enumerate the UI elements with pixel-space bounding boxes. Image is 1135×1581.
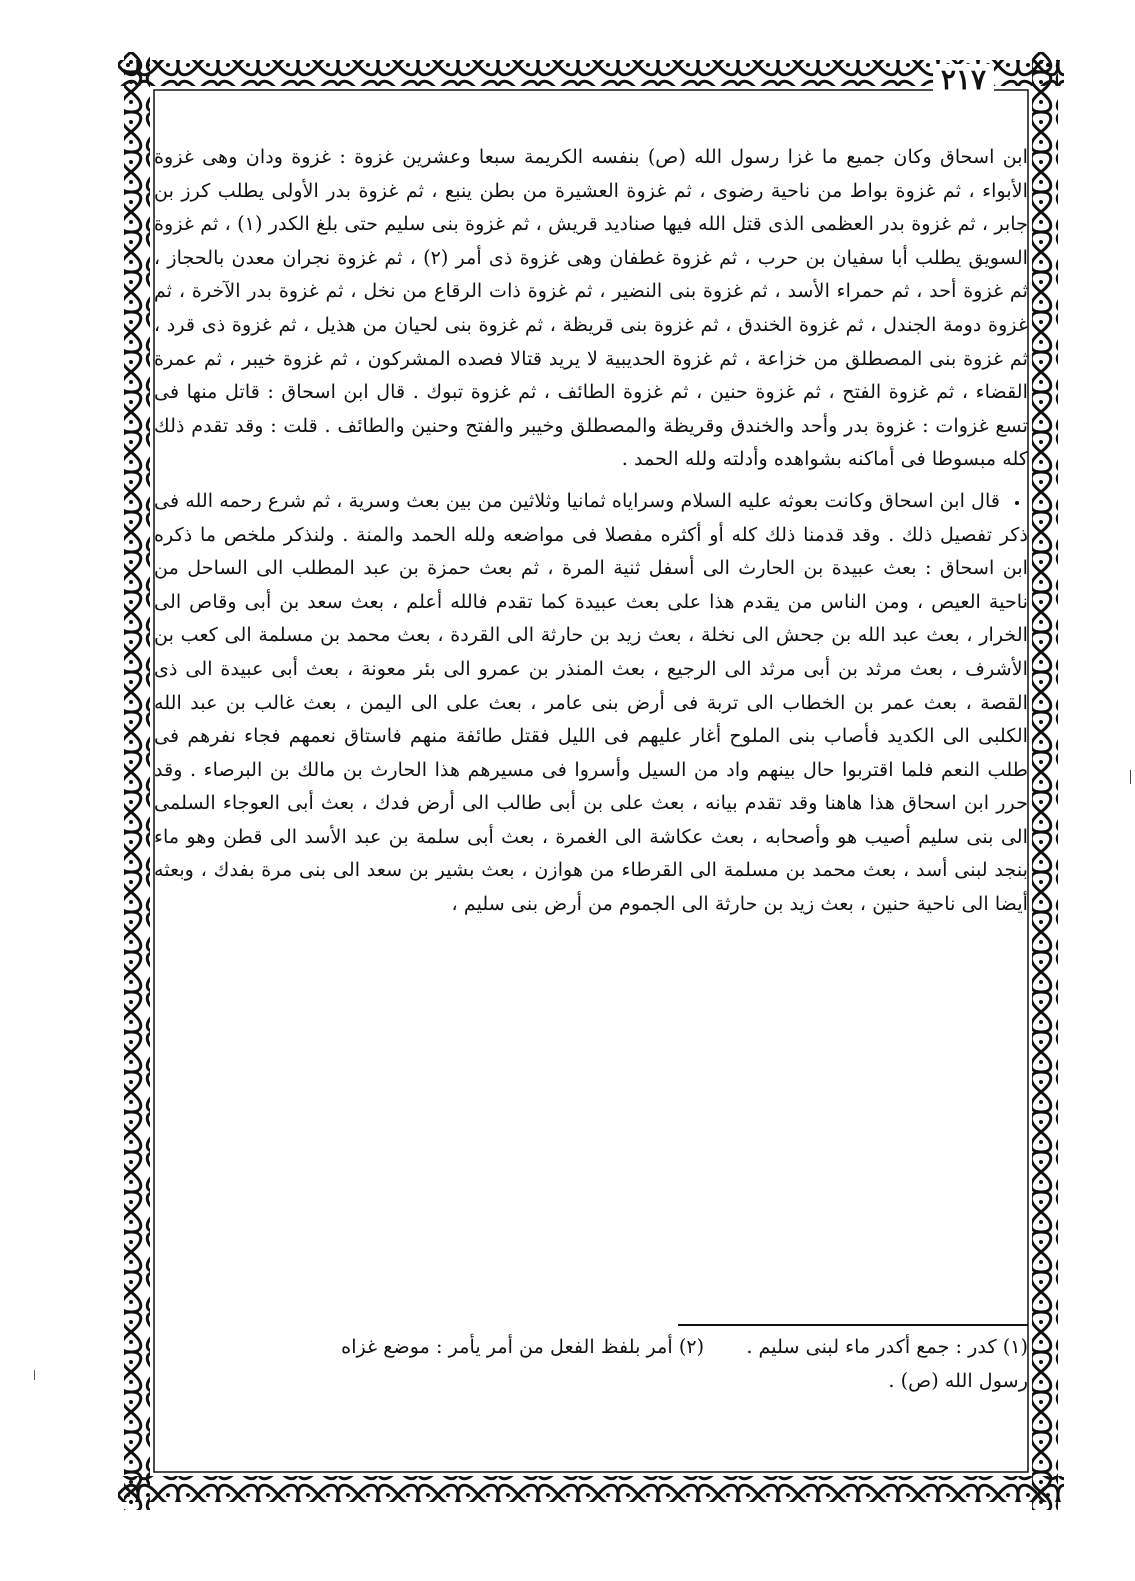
text-line: منها فى تسع غزوات : غزوة بدر وأحد والخندق وقريظة والمصطلق وخيبر والفتح وحنين والطائف . [154, 380, 1028, 437]
footnote-divider [678, 1324, 1028, 1326]
text-line: حمزة بن عبد المطلب الى الساحل من ناحية العيص ، ومن الناس من يقدم هذا على بعث عبيدة كما [154, 556, 1028, 613]
text-line: بدر الأولى يطلب كرز بن جابر ، ثم غزوة بدر العظمى الذى قتل الله فيها صناديد قريش ، ثم غزوة [154, 178, 1028, 236]
text-line: القضاء ، ثم غزوة الفتح ، ثم غزوة حنين ، ثم غزوة الطائف ، ثم غزوة تبوك . قال ابن اسحاق : قاتل [224, 380, 1028, 404]
text-line: قطن وهو ماء بنجد لبنى أسد ، بعث محمد بن مسلمة الى القرطاء من هوازن ، بعث بشير بن سعد الى [154, 824, 1028, 882]
page-number: ٢١٧ [933, 64, 994, 96]
decorative-page-frame [118, 52, 1064, 1510]
text-line: فأصاب بنى الملوح أغار عليهم فى الليل فقتل طائفة منهم فاستاق نعمهم فجاء نفرهم فى طلب النعم فلما [154, 724, 1028, 781]
text-line: وهى غزوة الأبواء ، ثم غزوة بواط من ناحية رضوى ، ثم غزوة العشيرة من بطن ينبع ، ثم غزوة [154, 145, 1028, 202]
text-line: ابن اسحاق وكان جميع ما غزا رسول الله (ص) بنفسه الكريمة سبعا وعشرين غزوة : غزوة ودان [245, 145, 1028, 168]
text-line: تقدم فالله أعلم ، بعث سعد بن أبى وقاص الى الخرار ، بعث عبد الله بن جحش الى نخلة ، بعث [154, 589, 1028, 647]
paragraph-1 [154, 140, 1028, 476]
text-line: قلت : وقد تقدم ذلك كله مبسوطا فى أماكنه بشواهده وأدلته ولله الحمد . [154, 413, 1028, 471]
text-line: اقتربوا حال بينهم واد من السيل وأسروا فى مسيرهم هذا الحارث بن مالك بن البرصاء . وقد حرر [154, 757, 1028, 815]
scan-mark [1130, 770, 1131, 784]
text-line: غزوة ذى أمر (٢) ، ثم غزوة نجران معدن بالحجاز ، ثم غزوة أحد ، ثم حمراء الأسد ، ثم غزوة بنى [154, 245, 1029, 303]
footnote-line [154, 1364, 1028, 1398]
main-text [154, 140, 1028, 921]
text-line: النضير ، ثم غزوة ذات الرقاع من نخل ، ثم غزوة بدر الآخرة ، ثم غزوة دومة الجندل ، ثم غزوة [154, 279, 1028, 336]
text-line: ابن اسحاق هذا هاهنا وقد تقدم بيانه ، بعث على بن أبى طالب الى أرض فدك ، بعث أبى العوجاء [222, 791, 990, 815]
text-line: والمنة . ولنذكر ملخص ما ذكره ابن اسحاق : بعث عبيدة بن الحارث الى أسفل ثنية المرة ، ثم بعث [154, 522, 1028, 580]
margin-dot [1015, 501, 1019, 505]
text-line: قال ابن اسحاق وكانت بعوثه عليه السلام وسراياه ثمانيا وثلاثين من بين بعث وسرية ، ثم [312, 488, 1001, 512]
text-line: المصطلق من خزاعة ، ثم غزوة الحديبية لا يريد قتالا فصده المشركون ، ثم غزوة خيبر ، ثم عمرة [154, 346, 923, 370]
footnote-2: (٢) أمر بلفظ الفعل من أمر يأمر : موضع غزاه [341, 1335, 705, 1358]
text-line: بنى سليم حتى بلغ الكدر (١) ، ثم غزوة السويق يطلب أبا سفيان بن حرب ، ثم غزوة غطفان وهى [154, 212, 1028, 269]
text-line: زيد بن حارثة الى القردة ، بعث محمد بن مسلمة الى كعب بن الأشرف ، بعث مرثد بن أبى مرثد [154, 623, 1028, 680]
paragraph-2 [154, 484, 1028, 921]
text-line: الخندق ، ثم غزوة بنى قريظة ، ثم غزوة بنى لحيان من هذيل ، ثم غزوة ذى قرد ، ثم غزوة بنى [154, 312, 1028, 370]
footnotes [154, 1330, 1028, 1398]
text-line: السلمى الى بنى سليم أصيب هو وأصحابه ، بعث عكاشة الى الغمرة ، بعث أبى سلمة بن عبد الأسد الى [154, 791, 1028, 848]
text-line: الى الرجيع ، بعث المنذر بن عمرو الى بئر معونة ، بعث أبى عبيدة الى ذى القصة ، بعث عمر بن [154, 656, 1028, 714]
footnote-1: (١) كدر : جمع أكدر ماء لبنى سليم . [746, 1335, 1028, 1358]
text-line: بنى مرة بفدك ، وبعثه أيضا الى ناحية حنين ، بعث زيد بن حارثة الى الجموم من أرض بنى سليم ، [154, 858, 1028, 916]
footnote-line [154, 1330, 1028, 1364]
text-line: الخطاب الى تربة فى أرض بنى عامر ، بعث على الى اليمن ، بعث غالب بن عبد الله الكلبى الى الكديد [154, 690, 1028, 748]
text-line: شرع رحمه الله فى ذكر تفصيل ذلك . وقد قدمنا ذلك كله أو أكثره مفصلا فى مواضعه ولله الحمد [154, 488, 1028, 546]
scan-mark [34, 1370, 35, 1380]
footnote-2-continued: رسول الله (ص) . [888, 1369, 1028, 1392]
